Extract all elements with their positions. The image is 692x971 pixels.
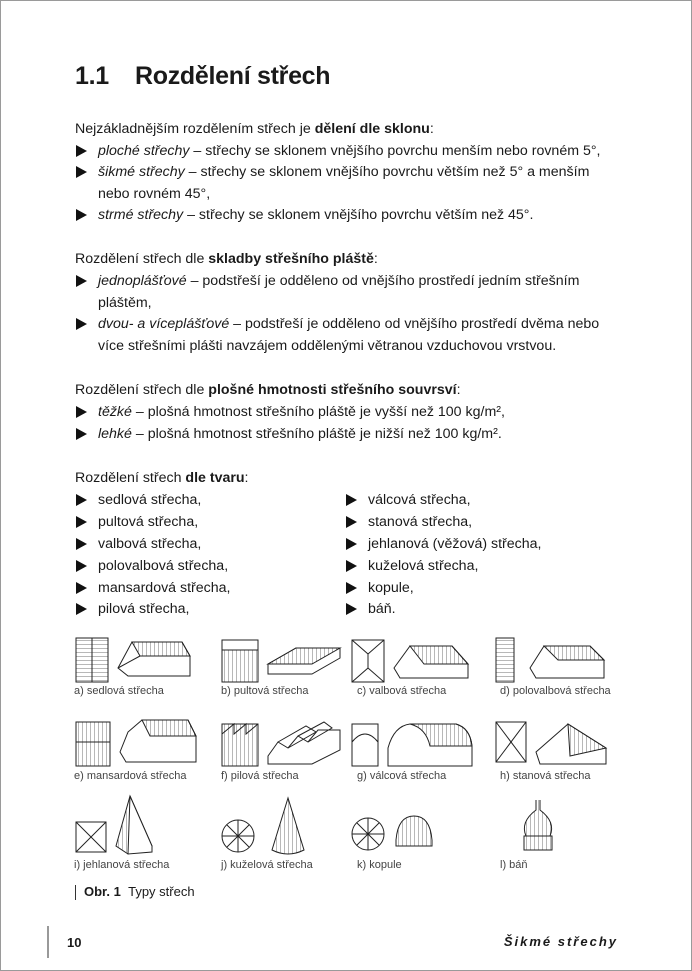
item-text: jehlanová (věžová) střecha, [368,536,542,552]
item-text: – podstřeší je odděleno od vnějšího prostředí dvěma nebo [229,316,600,332]
sawtooth-roof-drawing [222,722,340,766]
item-text-continued: více střešními plášti navzájem oddělenými větranou vzduchovou vrstvou. [98,337,557,354]
bullet-triangle-icon [76,145,87,157]
figure-caption: j) kuželová střecha [221,859,313,871]
figure-caption: f) pilová střecha [221,770,299,782]
intro-bold: dle tvaru [185,470,245,486]
intro-bold: dělení dle sklonu [314,121,430,137]
item-text: stanová střecha, [368,514,473,530]
intro-bold: skladby střešního pláště [208,251,374,267]
item-text: – střechy se sklonem vnějšího povrchu větším než 45°. [183,207,534,223]
item-text: sedlová střecha, [98,492,202,508]
intro-shape [75,468,249,490]
bullet-triangle-icon [76,603,87,615]
bullet-triangle-icon [346,603,357,615]
item-term: ploché střechy [98,143,190,159]
list-item [345,599,605,621]
figure-caption: h) stanová střecha [500,770,591,782]
item-text: – střechy se sklonem vnějšího povrchu menším nebo rovném 5°, [189,143,601,159]
intro-colon: : [373,251,378,267]
list-item [345,512,605,534]
section-number: 1.1 [75,62,109,90]
figure-number: Obr. 1 [84,884,121,899]
item-term: strmé střechy [98,207,184,223]
intro-layers [75,249,378,271]
intro-bold: plošné hmotnosti střešního souvrsví [208,382,457,398]
pyramid-tent-roof-drawing [496,722,606,764]
item-text-continued: nebo rovném 45°, [98,185,211,202]
intro-colon: : [456,382,461,398]
item-term: jednoplášťové [98,273,187,289]
item-term: dvou- a víceplášťové [98,316,230,332]
spire-roof-drawing [76,796,152,854]
bullet-triangle-icon [76,209,87,221]
item-text: mansardová střecha, [98,580,231,596]
item-text: – podstřeší je odděleno od vnějšího prostředí jedním střešním [186,273,580,289]
item-text: – plošná hmotnost střešního pláště je vyšší než 100 kg/m², [131,404,505,420]
section-title: Rozdělení střech [135,62,331,90]
intro-text: Rozdělení střech dle [75,251,209,267]
figure-caption: d) polovalbová střecha [500,685,611,697]
gable-roof-drawing [76,638,190,682]
list-item [75,424,635,446]
intro-text: Nejzákladnějším rozdělením střech je [75,121,315,137]
list-item [345,490,605,512]
page-title [75,62,330,91]
figure-caption: l) báň [500,859,528,871]
item-term: šikmé střechy [98,164,185,180]
list-item [75,271,635,314]
item-term: lehké [98,426,132,442]
figure-label [75,884,195,900]
figure-caption: e) mansardová střecha [74,770,187,782]
bullet-triangle-icon [346,494,357,506]
item-text: valbová střecha, [98,536,202,552]
bullet-triangle-icon [76,494,87,506]
shed-roof-drawing [222,640,340,682]
bullet-triangle-icon [76,582,87,594]
barrel-roof-drawing [352,724,472,766]
bullet-triangle-icon [76,275,87,287]
intro-weight [75,380,461,402]
figure-caption: i) jehlanová střecha [74,859,170,871]
item-text: báň. [368,601,396,617]
mansard-roof-drawing [76,720,196,766]
list-item [75,314,635,357]
onion-dome-drawing [524,800,552,850]
running-title: Šikmé střechy [503,934,618,949]
list-item [75,402,635,424]
figure-caption: c) valbová střecha [357,685,447,697]
item-text: pilová střecha, [98,601,190,617]
caption-bar [75,885,76,900]
list-item [345,578,605,600]
list-item [345,556,605,578]
half-hip-roof-drawing [496,638,604,682]
list-item [75,141,635,163]
list-item [75,162,635,205]
intro-colon: : [244,470,249,486]
item-text: – střechy se sklonem vnějšího povrchu větším než 5° a menším [184,164,590,180]
footer-bar [47,926,49,958]
figure-caption: k) kopule [357,859,402,871]
item-term: těžké [98,404,132,420]
conical-roof-drawing [222,798,304,854]
figure-caption: a) sedlová střecha [74,685,164,697]
bullet-triangle-icon [76,318,87,330]
figure-caption: b) pultová střecha [221,685,309,697]
dome-roof-drawing [352,816,432,850]
item-text: kopule, [368,580,414,596]
figure-caption: g) válcová střecha [357,770,447,782]
intro-slope [75,119,434,141]
intro-text: Rozdělení střech [75,470,186,486]
page-number: 10 [67,935,82,950]
bullet-triangle-icon [346,582,357,594]
item-text-continued: pláštěm, [98,294,152,311]
item-text: pultová střecha, [98,514,199,530]
roof-types-figure [70,628,630,880]
bullet-triangle-icon [346,538,357,550]
bullet-triangle-icon [76,166,87,178]
figure-title: Typy střech [128,884,195,899]
list-item [75,205,635,227]
bullet-triangle-icon [76,538,87,550]
item-text: kuželová střecha, [368,558,479,574]
bullet-triangle-icon [346,560,357,572]
intro-text: Rozdělení střech dle [75,382,209,398]
item-text: polovalbová střecha, [98,558,229,574]
item-text: – plošná hmotnost střešního pláště je nižší než 100 kg/m². [131,426,502,442]
bullet-triangle-icon [346,516,357,528]
bullet-triangle-icon [76,560,87,572]
intro-colon: : [429,121,434,137]
bullet-triangle-icon [76,428,87,440]
bullet-triangle-icon [76,516,87,528]
bullet-triangle-icon [76,406,87,418]
list-item [345,534,605,556]
item-text: válcová střecha, [368,492,471,508]
hip-roof-drawing [352,640,468,682]
